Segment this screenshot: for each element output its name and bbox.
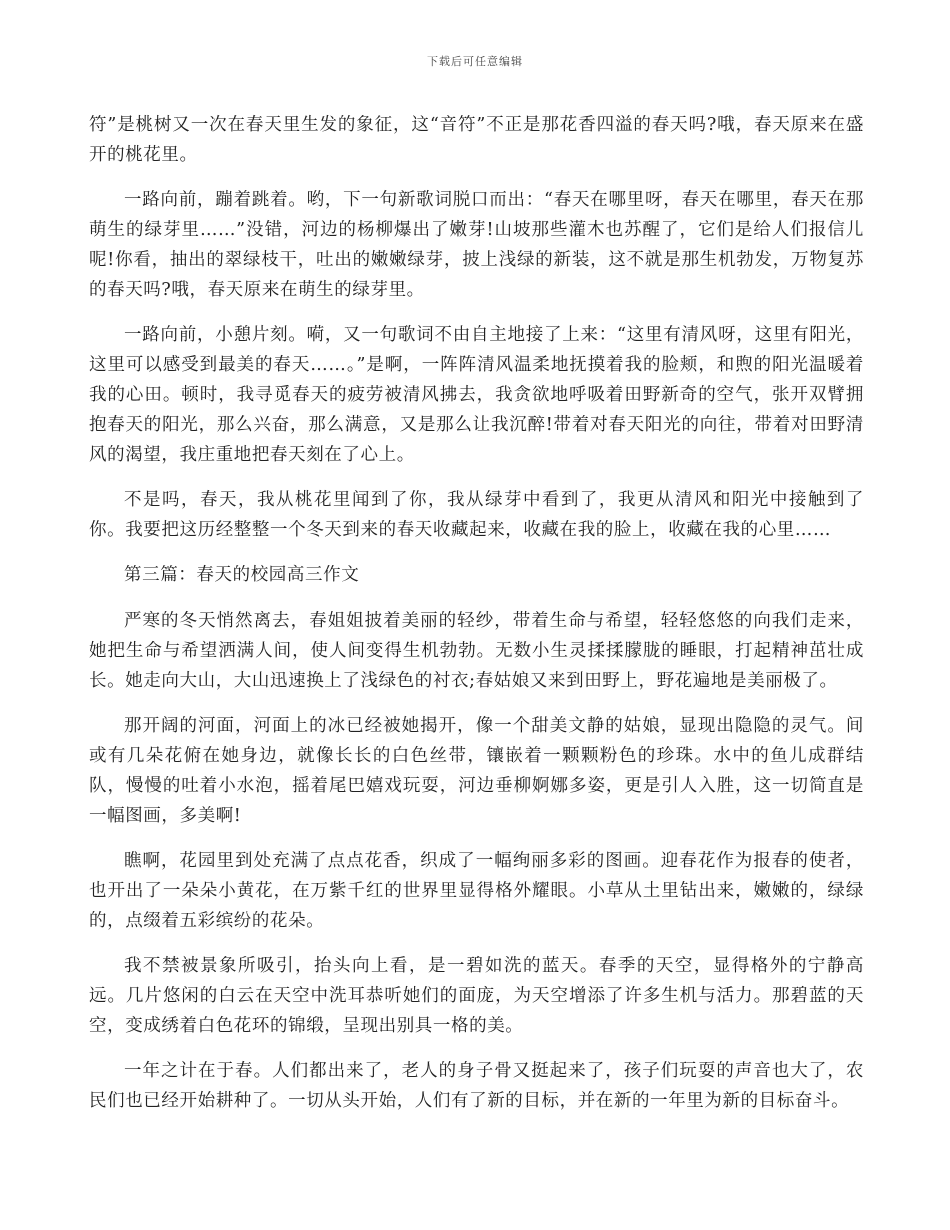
paragraph: 一年之计在于春。人们都出来了，老人的身子骨又挺起来了，孩子们玩耍的声音也大了，农民们也已经开始耕种了。一切从头开始，人们有了新的目标，并在新的一年里为新的目标奋斗。 <box>89 1061 864 1111</box>
paragraph: 我不禁被景象所吸引，抬头向上看，是一碧如洗的蓝天。春季的天空，显得格外的宁静高远。几片悠闲的白云在天空中洗耳恭听她们的面庞，为天空增添了许多生机与活力。那碧蓝的天空，变成绣着白色花环的锦缎，呈现出别具一格的美。 <box>89 956 864 1036</box>
section-title: 第三篇：春天的校园高三作文 <box>124 565 360 585</box>
paragraph: 严寒的冬天悄然离去，春姐姐披着美丽的轻纱，带着生命与希望，轻轻悠悠的向我们走来，她把生命与希望洒满人间，使人间变得生机勃勃。无数小生灵揉揉朦胧的睡眼，打起精神茁壮成长。她走向大山，大山迅速换上了浅绿色的衬衣;春姑娘又来到田野上，野花遍地是美丽极了。 <box>89 611 864 691</box>
paragraph-continuation: 符”是桃树又一次在春天里生发的象征，这“音符”不正是那花香四溢的春天吗?哦，春天原来在盛开的桃花里。 <box>89 115 864 165</box>
document-body <box>89 110 864 1131</box>
paragraph: 一路向前，小憩片刻。嗬，又一句歌词不由自主地接了上来：“这里有清风呀，这里有阳光，这里可以感受到最美的春天……。”是啊，一阵阵清风温柔地抚摸着我的脸颊，和煦的阳光温暖着我的心田。顿时，我寻觅春天的疲劳被清风拂去，我贪欲地呼吸着田野新奇的空气，张开双臂拥抱春天的阳光，那么兴奋，那么满意，又是那么让我沉醉!带着对春天阳光的向往，带着对田野清风的渴望，我庄重地把春天刻在了心上。 <box>89 325 864 465</box>
paragraph: 那开阔的河面，河面上的冰已经被她揭开，像一个甜美文静的姑娘，显现出隐隐的灵气。间或有几朵花俯在她身边，就像长长的白色丝带，镶嵌着一颗颗粉色的珍珠。水中的鱼儿成群结队，慢慢的吐着小水泡，摇着尾巴嬉戏玩耍，河边垂柳婀娜多姿，更是引人入胜，这一切简直是一幅图画，多美啊! <box>89 716 864 826</box>
paragraph: 一路向前，蹦着跳着。哟，下一句新歌词脱口而出：“春天在哪里呀，春天在哪里，春天在那萌生的绿芽里……”没错，河边的杨柳爆出了嫩芽!山坡那些灌木也苏醒了，它们是给人们报信儿呢!你看，抽出的翠绿枝干，吐出的嫩嫩绿芽，披上浅绿的新装，这不就是那生机勃发，万物复苏的春天吗?哦，春天原来在萌生的绿芽里。 <box>89 190 864 300</box>
paragraph: 不是吗，春天，我从桃花里闻到了你，我从绿芽中看到了，我更从清风和阳光中接触到了你。我要把这历经整整一个冬天到来的春天收藏起来，收藏在我的脸上，收藏在我的心里…… <box>89 490 864 540</box>
paragraph: 瞧啊，花园里到处充满了点点花香，织成了一幅绚丽多彩的图画。迎春花作为报春的使者，也开出了一朵朵小黄花，在万紫千红的世界里显得格外耀眼。小草从土里钻出来，嫩嫩的，绿绿的，点缀着五彩缤纷的花朵。 <box>89 851 864 931</box>
page-header: 下载后可任意编辑 <box>427 55 523 68</box>
